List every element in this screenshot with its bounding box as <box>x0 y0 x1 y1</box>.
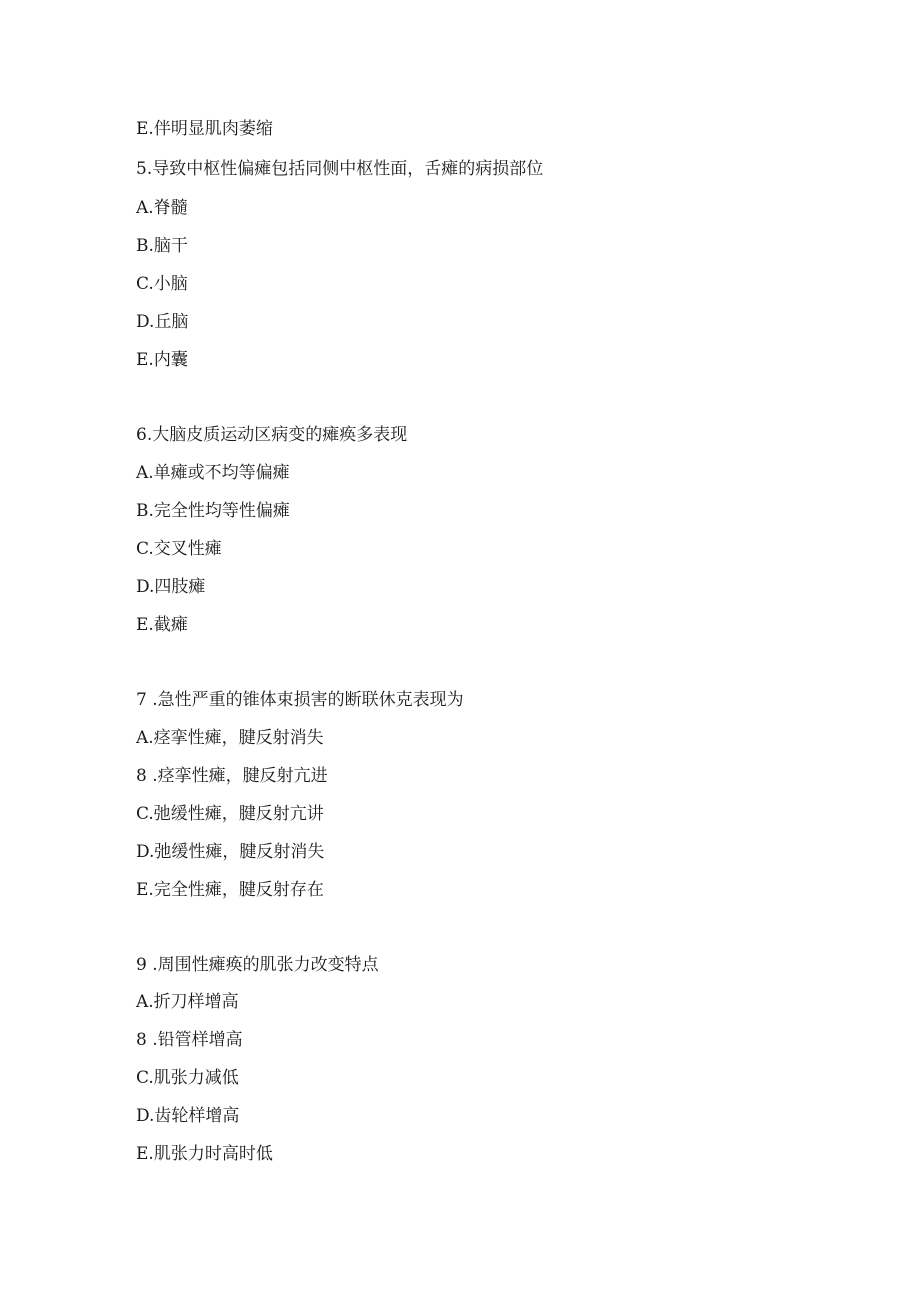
option-b-q5: B.脑干 <box>136 236 188 256</box>
question-7: 7 .急性严重的锥体束损害的断联休克表现为 <box>136 690 464 710</box>
option-b-q6: B.完全性均等性偏瘫 <box>136 501 290 521</box>
option-a-q9: A.折刀样增高 <box>136 992 239 1012</box>
option-d-q5: D.丘脑 <box>136 312 189 332</box>
option-c-q6: C.交叉性瘫 <box>136 539 222 559</box>
option-d-q9: D.齿轮样增高 <box>136 1106 240 1126</box>
question-9: 9 .周围性瘫痪的肌张力改变特点 <box>136 955 379 975</box>
option-a-q5: A.脊髓 <box>136 198 188 218</box>
option-c-q9: C.肌张力减低 <box>136 1068 239 1088</box>
option-b-q7: 8 .痉挛性瘫，腱反射亢进 <box>136 766 328 786</box>
option-a-q6: A.单瘫或不均等偏瘫 <box>136 463 290 483</box>
option-c-q5: C.小脑 <box>136 274 188 294</box>
option-d-q7: D.弛缓性瘫，腱反射消失 <box>136 842 325 862</box>
option-b-q9: 8 .铅管样增高 <box>136 1030 243 1050</box>
option-c-q7: C.弛缓性瘫，腱反射亢讲 <box>136 804 324 824</box>
option-e-q6: E.截瘫 <box>136 615 188 635</box>
option-e-q9: E.肌张力时高时低 <box>136 1144 273 1164</box>
option-e-q7: E.完全性瘫，腱反射存在 <box>136 880 324 900</box>
question-6: 6.大脑皮质运动区病变的瘫痪多表现 <box>136 425 408 445</box>
option-d-q6: D.四肢瘫 <box>136 577 206 597</box>
option-e-q4: E.伴明显肌肉萎缩 <box>136 119 273 139</box>
question-5: 5.导致中枢性偏瘫包括同侧中枢性面，舌瘫的病损部位 <box>136 159 544 179</box>
option-e-q5: E.内囊 <box>136 350 188 370</box>
option-a-q7: A.痉挛性瘫，腱反射消失 <box>136 728 324 748</box>
